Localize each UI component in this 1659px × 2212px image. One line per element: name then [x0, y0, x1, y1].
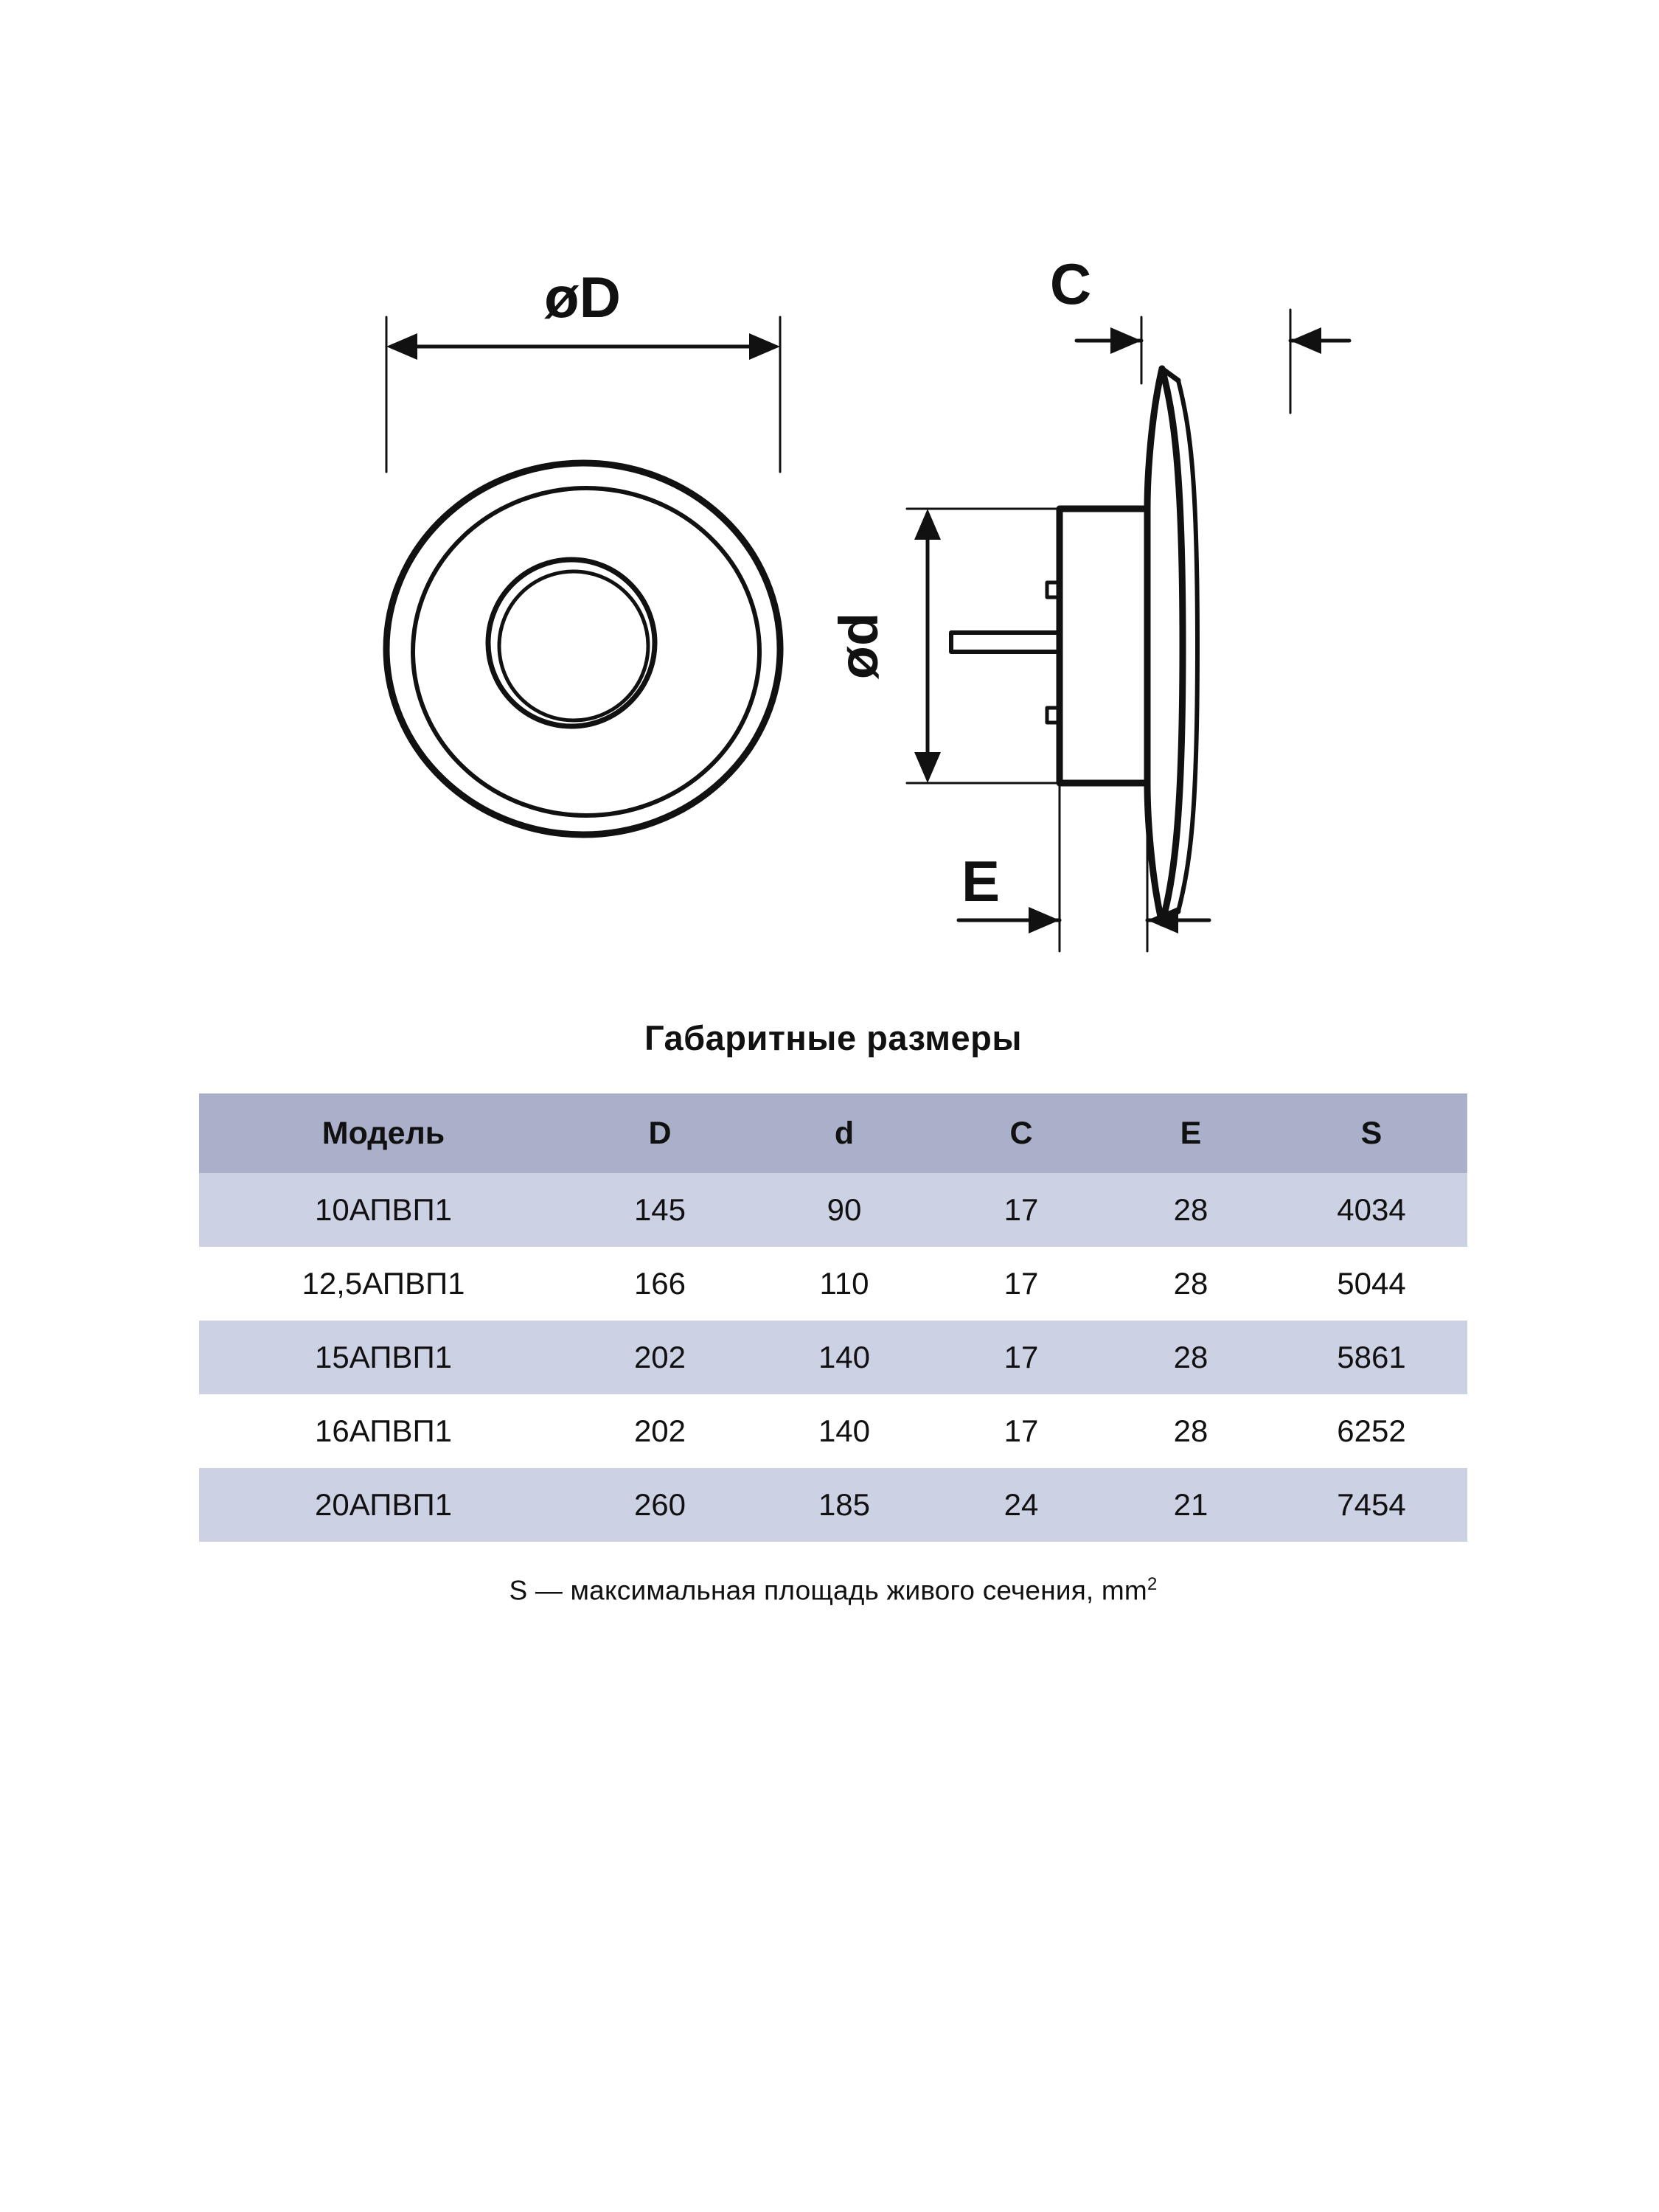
table-title: Габаритные размеры	[644, 1018, 1023, 1057]
center-stem	[951, 633, 1060, 652]
cell-c: 17	[936, 1247, 1106, 1321]
skirt-top-edge	[1147, 369, 1162, 509]
cell-model: 16АПВП1	[199, 1394, 568, 1468]
outer-circle	[386, 463, 780, 835]
cell-s: 6252	[1276, 1394, 1467, 1468]
label-thickness-c: C	[1049, 251, 1092, 316]
cell-e: 28	[1106, 1247, 1276, 1321]
cell-small-d: 185	[752, 1468, 936, 1542]
column-header-small-d: d	[752, 1093, 936, 1173]
label-inner-diameter: ød	[828, 612, 889, 680]
dimensions-section	[184, 1018, 1482, 1606]
table-row	[199, 1321, 1467, 1394]
cell-model: 12,5АПВП1	[199, 1247, 568, 1321]
cell-s: 4034	[1276, 1173, 1467, 1247]
table-row	[199, 1394, 1467, 1468]
cell-d: 202	[568, 1394, 752, 1468]
cell-e: 28	[1106, 1394, 1276, 1468]
cell-c: 17	[936, 1173, 1106, 1247]
table-row	[199, 1247, 1467, 1321]
cell-d: 202	[568, 1321, 752, 1394]
table-footnote	[184, 1574, 1482, 1606]
column-header-c: C	[936, 1093, 1106, 1173]
table-row	[199, 1468, 1467, 1542]
cell-small-d: 90	[752, 1173, 936, 1247]
cell-model: 20АПВП1	[199, 1468, 568, 1542]
cell-c: 17	[936, 1394, 1106, 1468]
cell-d: 166	[568, 1247, 752, 1321]
cell-small-d: 110	[752, 1247, 936, 1321]
skirt-bottom-edge	[1147, 783, 1162, 923]
column-header-model: Модель	[199, 1093, 568, 1173]
label-outer-diameter: øD	[544, 265, 621, 330]
cell-s: 5861	[1276, 1321, 1467, 1394]
column-header-d: D	[568, 1093, 752, 1173]
table-row	[199, 1173, 1467, 1247]
cell-c: 17	[936, 1321, 1106, 1394]
skirt-outer	[1162, 369, 1183, 923]
footnote-superscript: 2	[1147, 1574, 1158, 1594]
technical-drawing	[0, 0, 1659, 1018]
cell-c: 24	[936, 1468, 1106, 1542]
cell-small-d: 140	[752, 1321, 936, 1394]
cell-model: 15АПВП1	[199, 1321, 568, 1394]
cell-e: 28	[1106, 1321, 1276, 1394]
cell-model: 10АПВП1	[199, 1173, 568, 1247]
side-body-plate	[1060, 509, 1147, 783]
arrow-right-od	[749, 333, 780, 360]
arrow-e-1	[1029, 907, 1060, 933]
footnote-text: S — максимальная площадь живого сечения, mm	[509, 1575, 1147, 1606]
arrow-left-od	[386, 333, 417, 360]
dimensions-table	[199, 1093, 1467, 1542]
label-depth-e: E	[961, 849, 1001, 914]
cell-e: 21	[1106, 1468, 1276, 1542]
cell-d: 145	[568, 1173, 752, 1247]
cell-s: 5044	[1276, 1247, 1467, 1321]
arrow-c-2	[1290, 327, 1321, 354]
arrow-d-bottom	[914, 752, 941, 783]
arrow-c-1	[1110, 327, 1141, 354]
column-header-s: S	[1276, 1093, 1467, 1173]
arrow-d-top	[914, 509, 941, 540]
cell-e: 28	[1106, 1173, 1276, 1247]
column-header-e: E	[1106, 1093, 1276, 1173]
inner-circle-2	[499, 571, 648, 720]
outer-circle-inner	[413, 488, 759, 815]
cell-d: 260	[568, 1468, 752, 1542]
cell-small-d: 140	[752, 1394, 936, 1468]
cell-s: 7454	[1276, 1468, 1467, 1542]
table-header-row	[199, 1093, 1467, 1173]
inner-circle	[488, 560, 655, 726]
